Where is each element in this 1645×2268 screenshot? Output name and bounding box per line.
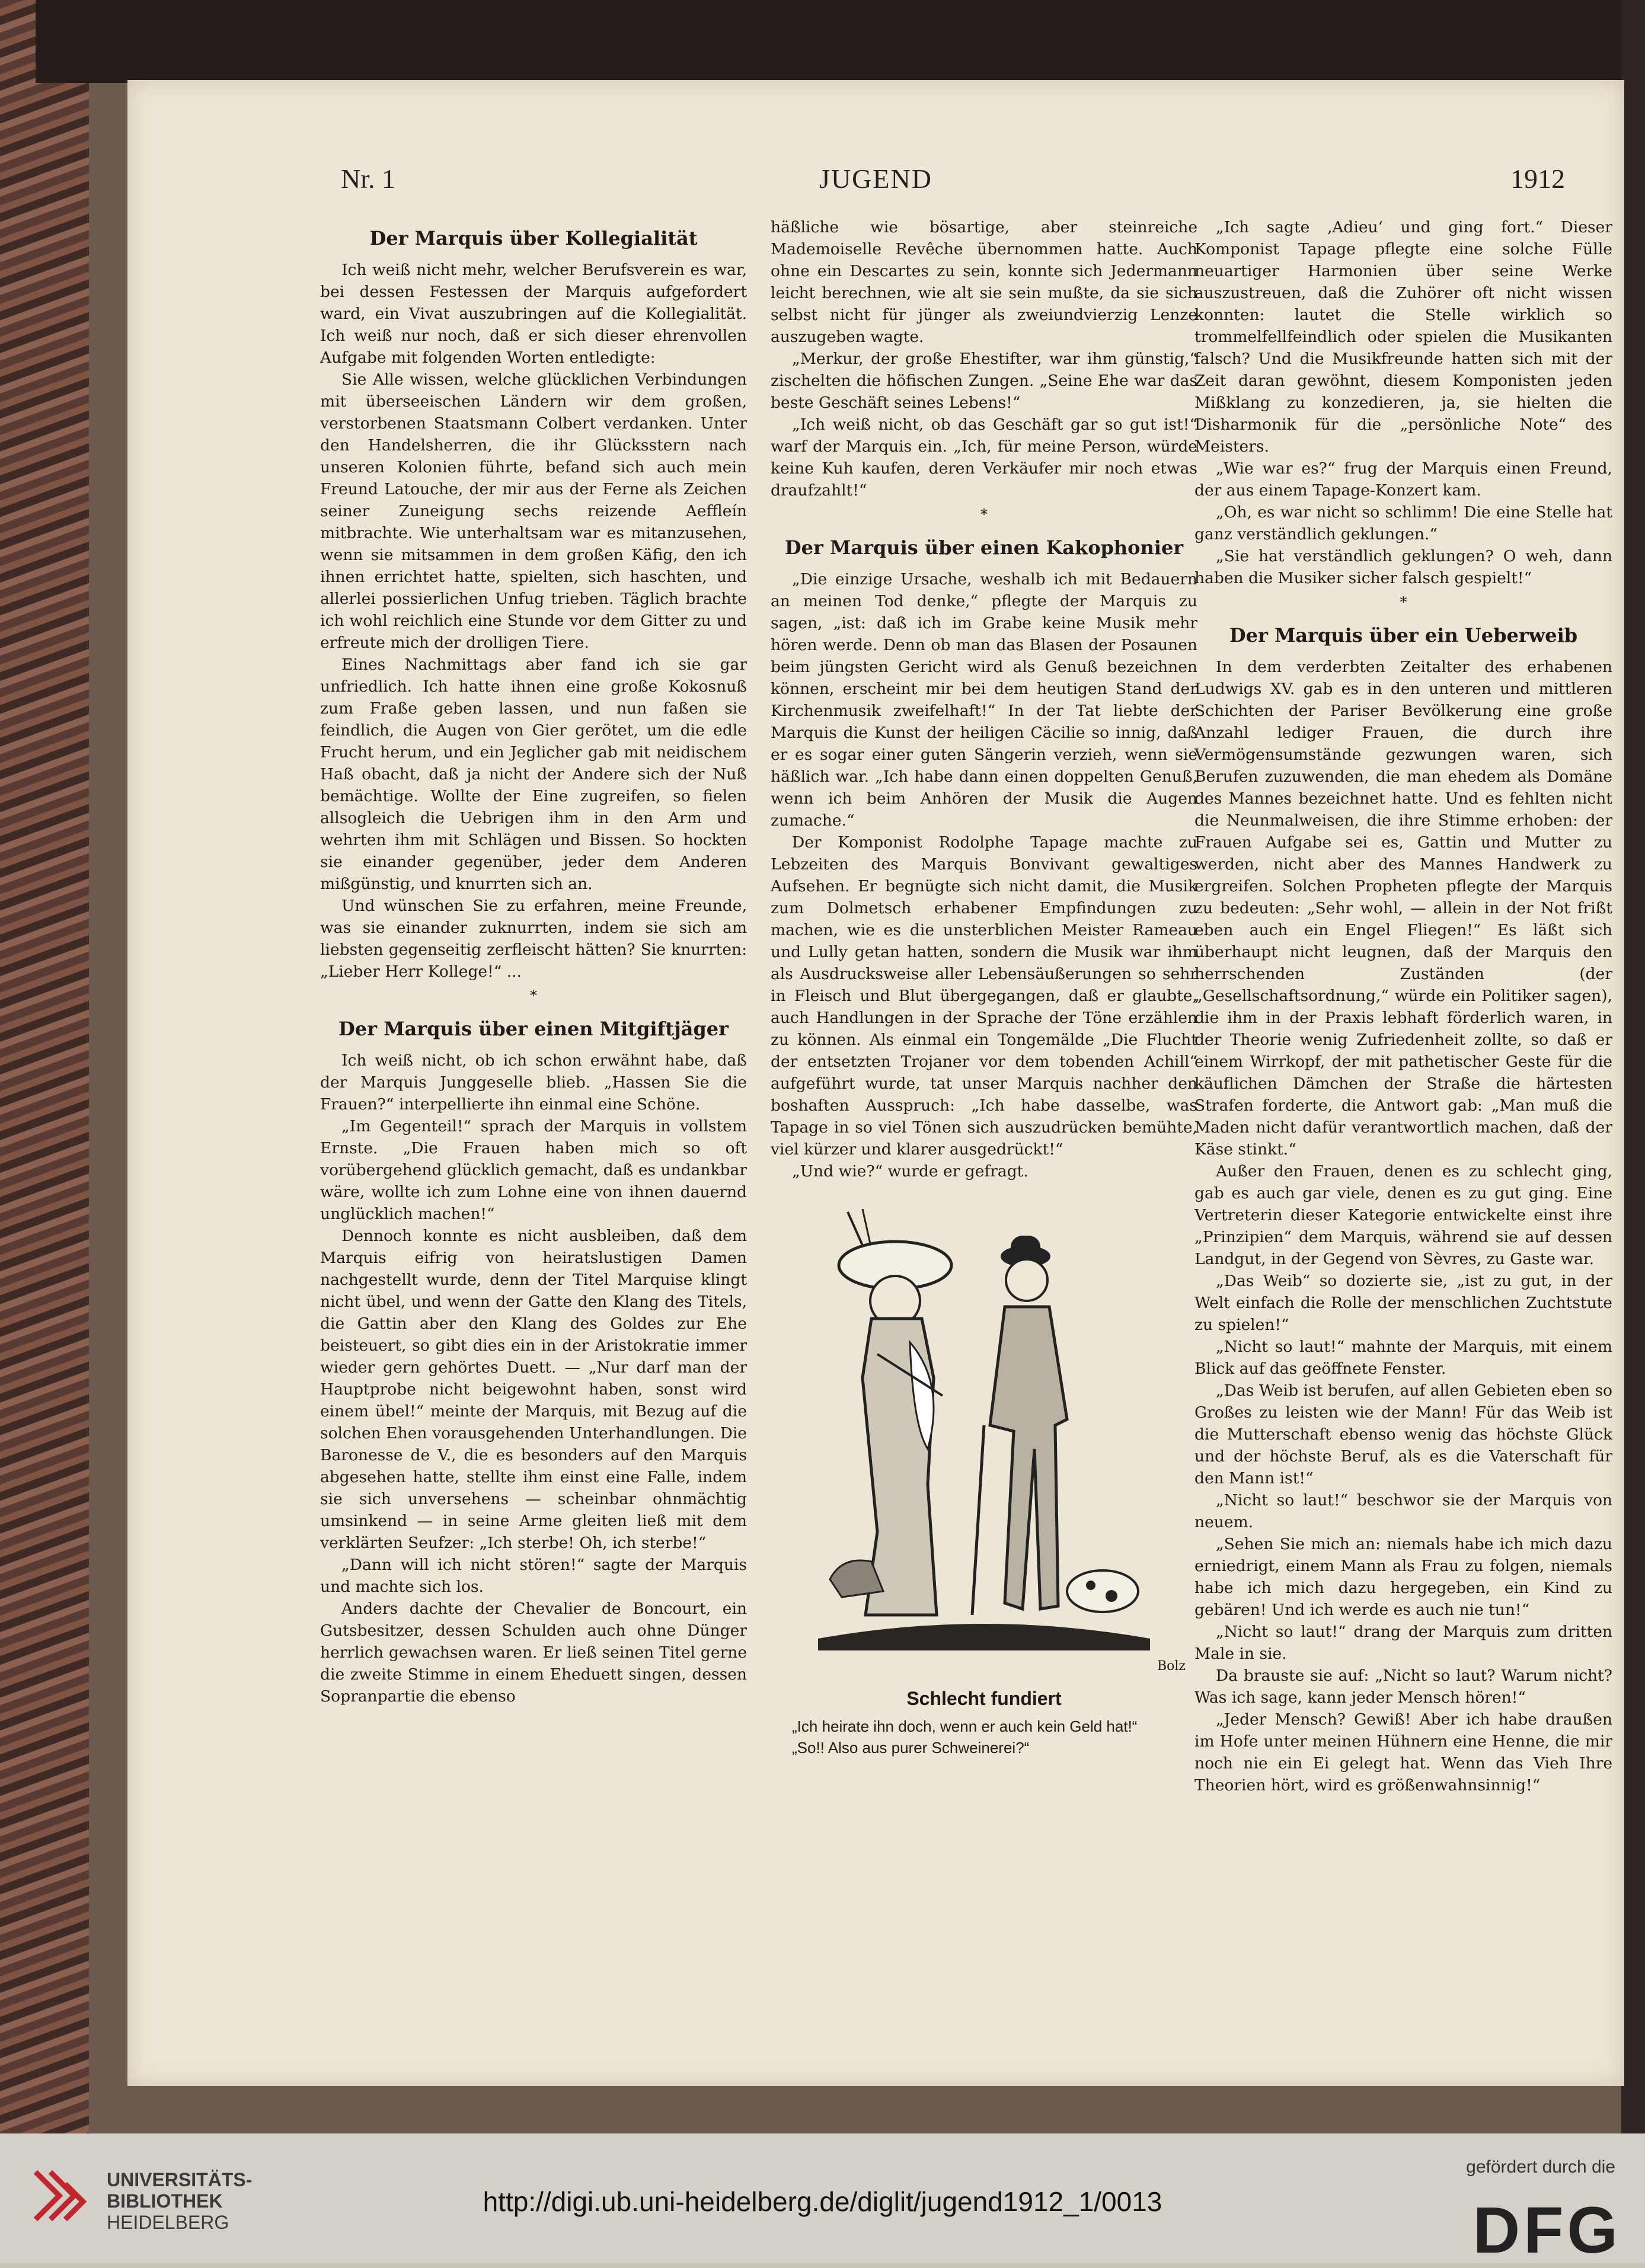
paragraph: „Das Weib“ so dozierte sie, „ist zu gut, in der Welt einfach die Rolle der menschlichen Zuchtstute zu spielen!“ [1194, 1272, 1612, 1334]
book-cover-right-edge [1621, 0, 1645, 2133]
artist-signature: Bolz [1157, 1659, 1186, 1674]
paragraph: Dennoch konnte es nicht ausbleiben, daß dem Marquis eifrig von heiratslustigen Damen nachgestellt wurde, denn der Titel Marquise klingt nicht übel, und wenn der Gatte den Klang des Titels, die Gattin aber den Klang des Goldes zur Ehe beisteuert, so gibt dies ein in der Aristokratie immer wieder gern gehörtes Duett. — „Nur darf man der Hauptprobe nicht beigewohnt haben, sonst wird einem übel!“ meinte der Marquis, mit Bezug auf die solchen Ehen vorausgehenden Unterhandlungen. Die Baronesse de V., die es besonders auf den Marquis abgesehen hatte, stellte ihm einst eine Falle, indem sie sich unversehens — scheinbar ohnmächtig umsinkend — in seine Arme gleiten ließ mit dem verklärten Seufzer: „Ich sterbe! Oh, ich sterbe!“ [320, 1227, 747, 1552]
paragraph: Eines Nachmittags aber fand ich sie gar unfriedlich. Ich hatte ihnen eine große Kokosnuß zum Fraße geben lassen, und nun faßen sie feindlich, die Augen von Gier gerötet, um die edle Frucht herum, und ein Jeglicher gab mit neidischem Haß obacht, daß ja nicht der Andere sich der Nuß bemächtige. Wollte der Eine zugreifen, so fielen allsogleich die Uebrigen ihm in den Arm und wehrten ihm mit Schlägen und Bissen. So hockten sie einander gegenüber, jeder dem Anderen mißgünstig, und knurrten sich an. [320, 655, 747, 893]
text-column-2 [771, 216, 1197, 1758]
footer-bar [0, 2133, 1645, 2267]
cartoon-illustration [806, 1200, 1162, 1650]
article-heading: Der Marquis über Kollegialität [369, 227, 698, 249]
dfg-logo: DFG [1472, 2194, 1621, 2267]
year: 1912 [1510, 164, 1565, 194]
section-divider: * [530, 987, 537, 1004]
marbled-binding [0, 0, 89, 2133]
caption-line-1: „Ich heirate ihn doch, wenn er auch kein Geld hat!“ [792, 1717, 1138, 1735]
paragraph: „Im Gegenteil!“ sprach der Marquis in vollstem Ernste. „Die Frauen haben mich so oft vorübergehend glücklich gemacht, daß es undankbar wäre, wollte ich zum Lohne eine von ihnen dauernd unglücklich machen!“ [320, 1117, 747, 1223]
paragraph: Anders dachte der Chevalier de Boncourt, ein Gutsbesitzer, dessen Schulden auch ohne Dünger herrlich gewachsen waren. Er ließ seinen Titel gerne die zweite Stimme in einem Eheduett singen, dessen Sopranpartie die ebenso [320, 1600, 747, 1706]
paragraph: Da brauste sie auf: „Nicht so laut? Warum nicht? Was ich sage, kann jeder Mensch hören!“ [1194, 1666, 1612, 1707]
source-url[interactable]: http://digi.ub.uni-heidelberg.de/diglit/jugend1912_1/0013 [483, 2186, 1162, 2217]
text-column-3 [1194, 216, 1612, 1796]
paragraph: „Nicht so laut!“ mahnte der Marquis, mit einem Blick auf das geöffnete Fenster. [1194, 1338, 1612, 1378]
paragraph: „Jeder Mensch? Gewiß! Aber ich habe draußen im Hofe unter meinen Hühnern eine Henne, die mir noch nie ein Ei gelegt hat. Wenn das Vieh Ihre Theorien hört, wird es größenwahnsinnig!“ [1194, 1710, 1612, 1794]
book-cover-edge [36, 0, 1645, 83]
paragraph: „Und wie?“ wurde er gefragt. [792, 1162, 1028, 1181]
paragraph: „Ich sagte ‚Adieu‘ und ging fort.“ Dieser Komponist Tapage pflegte eine solche Fülle neuartiger Harmonien über seine Werke auszustreuen, daß die Zuhörer oft nicht wissen konnten: lautet die Stelle wirklich so trommelfellfeindlich oder spielen die Musikanten falsch? Und die Musikfreunde hatten sich mit der Zeit daran gewöhnt, diesem Komponisten jeden Mißklang zu konzedieren, ja, sie hielten die Disharmonik für die „persönliche Note“ des Meisters. [1194, 218, 1612, 456]
running-head [127, 163, 1624, 204]
library-line-2: BIBLIOTHEK [107, 2190, 223, 2212]
paragraph: Und wünschen Sie zu erfahren, meine Freunde, was sie einander zuknurrten, indem sie sich am liebsten gegenseitig zerfleischt hätten? Sie knurrten: „Lieber Herr Kollege!“ ... [320, 897, 747, 981]
paragraph: In dem verderbten Zeitalter des erhabenen Ludwigs XV. gab es in den unteren und mittleren Schichten der Pariser Bevölkerung eine große Anzahl lediger Frauen, die durch ihre Vermögensumstände gezwungen waren, sich Berufen zuzuwenden, die man ehedem als Domäne des Mannes bezeichnet hatte. Und es fehlten nicht die Neunmalweisen, die ihre Stimme erhoben: der Frauen Aufgabe sei es, Gattin und Mutter zu werden, nicht aber des Mannes Handwerk zu ergreifen. Solchen Propheten pflegte der Marquis zu bedeuten: „Sehr wohl, — allein in der Not frißt eben auch ein Engel Fliegen!“ Es läßt sich überhaupt nicht leugnen, daß der Marquis den herrschenden Zuständen (der „Gesellschaftsordnung,“ würde ein Politiker sagen), die ihm in der Praxis lebhaft förderlich waren, in der Theorie wenig Zufriedenheit zollte, so daß er einem Wirrkopf, der mit pathetischer Geste für die käuflichen Dämchen der Straße die härtesten Strafen forderte, die Antwort gab: „Man muß die Maden nicht dafür verantwortlich machen, daß der Käse stinkt.“ [1194, 658, 1612, 1159]
article-heading: Der Marquis über einen Mitgiftjäger [338, 1018, 729, 1040]
paragraph: „Nicht so laut!“ beschwor sie der Marquis von neuem. [1194, 1491, 1612, 1531]
paragraph: Sie Alle wissen, welche glücklichen Verbindungen mit überseeischen Ländern wir dem großen, verstorbenen Staatsmann Colbert verdanken. Unter den Handelsherren, die ihr Glücksstern nach unseren Kolonien führte, befand sich auch mein Freund Latouche, der mir aus der Ferne als Zeichen seiner Zuneigung sechs reizende Aeffleín mitbrachte. Wie unterhaltsam war es mitanzusehen, wenn sie mitsammen in dem großen Käfig, den ich ihnen errichtet hatte, spielten, sich haschten, und allerlei possierlichen Unfug trieben. Täglich brachte ich wohl reichlich eine Stunde vor dem Gitter zu und erfreute mich der drolligen Tiere. [320, 370, 747, 652]
cartoon-title: Schlecht fundiert [906, 1688, 1062, 1709]
paragraph: „Sehen Sie mich an: niemals habe ich mich dazu erniedrigt, einem Mann als Frau zu folgen, niemals habe ich mich dazu hergegeben, ein Kind zu gebären! Und ich werde es auch nie tun!“ [1194, 1535, 1612, 1619]
text-column-1 [320, 216, 747, 1707]
cartoon-caption [771, 1716, 1197, 1758]
paragraph: „Dann will ich nicht stören!“ sagte der Marquis und machte sich los. [320, 1556, 747, 1596]
woman-figure [839, 1209, 951, 1615]
paragraph: „Oh, es war nicht so schlimm! Die eine Stelle hat ganz verständlich geklungen.“ [1194, 503, 1612, 543]
paragraph: Ich weiß nicht, ob ich schon erwähnt habe, daß der Marquis Junggeselle blieb. „Hassen Sie die Frauen?“ interpellierte ihn einmal eine Schöne. [320, 1051, 747, 1114]
section-divider: * [980, 506, 988, 523]
section-divider: * [1400, 594, 1407, 610]
article-heading: Der Marquis über einen Kakophonier [784, 536, 1184, 559]
paragraph: „Das Weib ist berufen, auf allen Gebieten eben so Großes zu leisten wie der Mann! Für das Weib ist die Mutterschaft ebenso wenig das höchste Glück und der höchste Beruf, als es die Vaterschaft für den Mann ist!“ [1194, 1381, 1612, 1488]
magazine-title: JUGEND [819, 164, 932, 194]
paragraph: „Sie hat verständlich geklungen? O weh, dann haben die Musiker sicher falsch gespielt!“ [1194, 547, 1612, 587]
caption-line-2: „So!! Also aus purer Schweinerei?“ [792, 1739, 1030, 1757]
paragraph: „Nicht so laut!“ drang der Marquis zum dritten Male in sie. [1194, 1623, 1612, 1663]
funding-label: gefördert durch die [1466, 2157, 1615, 2177]
paragraph: „Ich weiß nicht, ob das Geschäft gar so gut ist!“ warf der Marquis ein. „Ich, für meine Person, würde keine Kuh kaufen, deren Verkäufer mir noch etwas draufzahlt!“ [771, 415, 1197, 500]
magazine-page [127, 80, 1624, 2086]
paragraph: „Merkur, der große Ehestifter, war ihm günstig,“ zischelten die höfischen Zungen. „Seine Ehe war das beste Geschäft seines Lebens!“ [771, 350, 1197, 412]
man-figure [972, 1236, 1067, 1615]
article-heading: Der Marquis über ein Ueberweib [1229, 624, 1578, 647]
paragraph: „Wie war es?“ frug der Marquis einen Freund, der aus einem Tapage-Konzert kam. [1194, 459, 1612, 500]
issue-number: Nr. 1 [341, 164, 395, 194]
paragraph: Der Komponist Rodolphe Tapage machte zu Lebzeiten des Marquis Bonvivant gewaltiges Aufsehen. Er begnügte sich nicht damit, die Musik zum Dolmetsch erhabener Empfindungen zu machen, wie es die unsterblichen Meister Rameau und Lully getan hatten, sondern die Musik war ihm als Ausdrucksweise aller Lebensäußerungen so sehr in Fleisch und Blut übergegangen, daß er glaubte, auch Handlungen in der Sprache der Töne erzählen zu können. Als einmal ein Tongemälde „Die Flucht der entsetzten Trojaner vor dem tobenden Achill“ aufgeführt wurde, tat unser Marquis nachher den boshaften Ausspruch: „Ich habe dasselbe, was Tapage in so viel Tönen sich auszudrücken bemühte, viel kürzer und klarer ausgedrückt!“ [771, 833, 1197, 1159]
paragraph: Ich weiß nicht mehr, welcher Berufsverein es war, bei dessen Festessen der Marquis aufgefordert ward, ein Vivat auszubringen auf die Kollegialität. Ich weiß nur noch, daß er sich dieser ehrenvollen Aufgabe mit folgenden Worten entledigte: [320, 261, 747, 367]
paragraph: häßliche wie bösartige, aber steinreiche Mademoiselle Revêche übernommen hatte. Auch ohne ein Descartes zu sein, konnte sich Jedermann leicht berechnen, wie alt sie sein mußte, da sie sich selbst nicht für jünger als zweiundvierzig Lenze auszugeben wagte. [771, 218, 1197, 346]
paragraph: „Die einzige Ursache, weshalb ich mit Bedauern an meinen Tod denke,“ pflegte der Marquis zu sagen, „ist: daß ich im Grabe keine Musik mehr hören werde. Denn ob man das Blasen der Posaunen beim jüngsten Gericht wird als Genuß bezeichnen können, erscheint mir bei dem heutigen Stand der Kirchenmusik zweifelhaft!“ In der Tat liebte der Marquis die Kunst der heiligen Cäcilie so innig, daß er es sogar einer guten Sängerin verzieh, wenn sie häßlich war. „Ich habe dann einen doppelten Genuß, wenn ich beim Anhören der Musik die Augen zumache.“ [771, 570, 1197, 830]
paragraph: Außer den Frauen, denen es zu schlecht ging, gab es auch gar viele, denen es zu gut ging. Eine Vertreterin dieser Kategorie entwickelte einst ihre „Prinzipien“ dem Marquis, während sie auf dessen Landgut, in der Gegend von Sèvres, zu Gaste war. [1194, 1162, 1612, 1268]
library-line-1: UNIVERSITÄTS- [107, 2169, 253, 2190]
library-line-3: HEIDELBERG [107, 2212, 229, 2233]
